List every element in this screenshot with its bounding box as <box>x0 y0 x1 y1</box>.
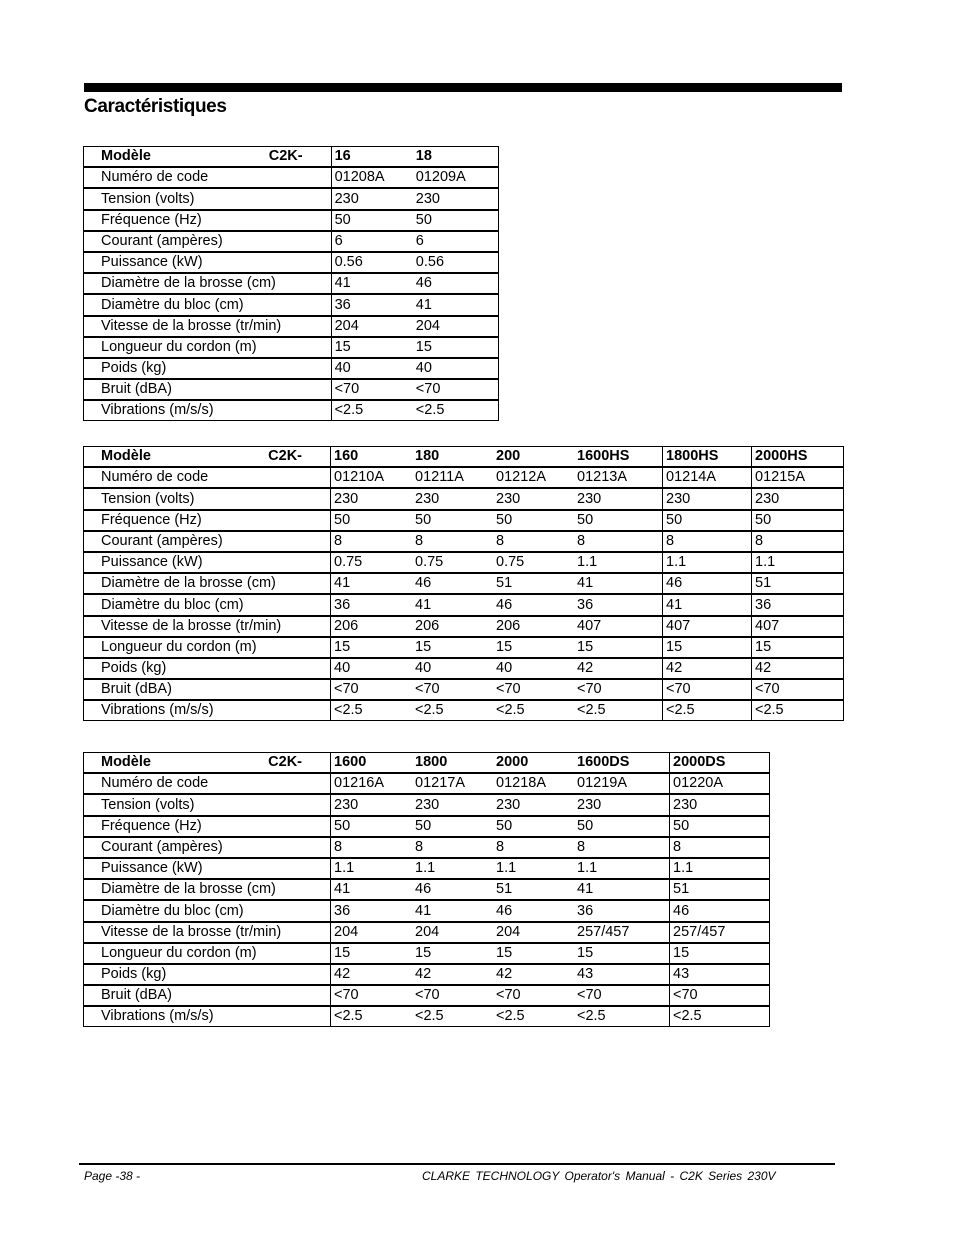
value-cell: <70 <box>331 679 413 700</box>
value-cell: 51 <box>493 879 574 900</box>
value-cell: 8 <box>493 531 574 552</box>
value-cell: 230 <box>412 794 493 815</box>
header-label-cell <box>84 147 332 168</box>
row-label-cell: Vibrations (m/s/s) <box>84 700 331 721</box>
value-cell: <70 <box>493 985 574 1006</box>
table-header-row <box>84 447 844 468</box>
row-label-cell: Longueur du cordon (m) <box>84 637 331 658</box>
table-row <box>84 964 770 985</box>
value-cell: 8 <box>663 531 752 552</box>
value-cell: 6 <box>413 231 499 252</box>
value-cell: 1.1 <box>574 858 670 879</box>
table-header-row <box>84 753 770 774</box>
value-cell: 206 <box>331 616 413 637</box>
table-row <box>84 700 844 721</box>
model-header-cell: 16 <box>331 147 413 168</box>
value-cell: 41 <box>413 294 499 315</box>
value-cell: <2.5 <box>577 702 606 719</box>
value-cell: <2.5 <box>334 1008 363 1025</box>
value-cell: 15 <box>331 943 413 964</box>
row-label-cell: Courant (ampères) <box>84 531 331 552</box>
value-cell: 15 <box>574 943 670 964</box>
spec-table-c2k-16-18 <box>83 146 499 421</box>
row-label-cell: Poids (kg) <box>84 658 331 679</box>
value-cell: 206 <box>493 616 574 637</box>
value-cell: <70 <box>412 985 493 1006</box>
table-row <box>84 573 844 594</box>
model-header-cell: 2000HS <box>752 447 844 468</box>
row-label-cell: Puissance (kW) <box>84 858 331 879</box>
value-cell: 230 <box>493 794 574 815</box>
table-row <box>84 400 499 421</box>
value-cell: 50 <box>331 510 413 531</box>
value-cell: 230 <box>331 488 413 509</box>
table-header-row <box>84 147 499 168</box>
value-cell: <70 <box>331 985 413 1006</box>
value-cell: 15 <box>493 943 574 964</box>
row-label-cell: Bruit (dBA) <box>84 985 331 1006</box>
row-label-cell: Vibrations (m/s/s) <box>84 400 332 421</box>
value-cell: 46 <box>663 573 752 594</box>
value-cell: 40 <box>493 658 574 679</box>
header-label-group <box>101 147 331 166</box>
row-label-cell: Vitesse de la brosse (tr/min) <box>84 616 331 637</box>
value-cell: 46 <box>412 879 493 900</box>
value-cell: 42 <box>412 964 493 985</box>
model-header-cell: 1600 <box>331 753 413 774</box>
value-cell: <2.5 <box>415 1008 444 1025</box>
model-header-cell: 1600DS <box>574 753 670 774</box>
row-label-cell: Longueur du cordon (m) <box>84 337 332 358</box>
value-cell: <2.5 <box>334 402 364 419</box>
table-row <box>84 794 770 815</box>
value-cell: 41 <box>331 879 413 900</box>
value-cell: 230 <box>752 488 844 509</box>
value-cell: 40 <box>413 358 499 379</box>
model-header-cell: 180 <box>412 447 493 468</box>
value-cell: 15 <box>412 637 493 658</box>
value-cell: 40 <box>331 658 413 679</box>
model-header-cell: 160 <box>331 447 413 468</box>
row-label-cell: Diamètre de la brosse (cm) <box>84 273 332 294</box>
row-label-cell: Fréquence (Hz) <box>84 816 331 837</box>
value-cell: 230 <box>331 188 413 209</box>
row-label-cell: Courant (ampères) <box>84 231 332 252</box>
value-cell: 42 <box>663 658 752 679</box>
value-cell: 204 <box>331 922 413 943</box>
header-label-cell <box>84 447 331 468</box>
value-cell: 204 <box>413 316 499 337</box>
row-label-cell: Poids (kg) <box>84 964 331 985</box>
table-row <box>84 879 770 900</box>
value-cell: <2.5 <box>577 1008 606 1025</box>
row-label-cell: Vitesse de la brosse (tr/min) <box>84 922 331 943</box>
row-label-cell: Poids (kg) <box>84 358 332 379</box>
table-row <box>84 679 844 700</box>
table-row <box>84 837 770 858</box>
value-cell: 15 <box>574 637 663 658</box>
model-header-cell: 2000 <box>493 753 574 774</box>
row-label-cell: Fréquence (Hz) <box>84 510 331 531</box>
table-row <box>84 337 499 358</box>
table-row <box>84 985 770 1006</box>
row-label-cell: Puissance (kW) <box>84 552 331 573</box>
header-model-prefix: C2K- <box>268 148 303 165</box>
value-cell: 36 <box>574 900 670 921</box>
value-cell: 51 <box>752 573 844 594</box>
value-cell: 50 <box>670 816 770 837</box>
table-row <box>84 773 770 794</box>
value-cell: 15 <box>752 637 844 658</box>
value-cell: 1.1 <box>670 858 770 879</box>
value-cell: 1.1 <box>331 858 413 879</box>
header-model-label: Modèle <box>101 148 151 165</box>
value-cell: 43 <box>670 964 770 985</box>
table-row <box>84 922 770 943</box>
model-header-cell: 2000DS <box>670 753 770 774</box>
row-label-cell: Diamètre du bloc (cm) <box>84 900 331 921</box>
value-cell: 42 <box>752 658 844 679</box>
table-row <box>84 658 844 679</box>
value-cell: 36 <box>752 594 844 615</box>
value-cell: 40 <box>412 658 493 679</box>
table-row <box>84 510 844 531</box>
value-cell: 15 <box>331 337 413 358</box>
table-row <box>84 943 770 964</box>
value-cell: 407 <box>663 616 752 637</box>
value-cell: <70 <box>574 679 663 700</box>
value-cell: 8 <box>412 837 493 858</box>
value-cell: <70 <box>574 985 670 1006</box>
table-row <box>84 294 499 315</box>
value-cell: 01220A <box>670 773 770 794</box>
value-cell: 8 <box>331 837 413 858</box>
value-cell: 41 <box>663 594 752 615</box>
value-cell: 230 <box>331 794 413 815</box>
value-cell: <2.5 <box>663 700 752 721</box>
row-label-cell: Numéro de code <box>84 467 331 488</box>
model-header-cell: 1800HS <box>663 447 752 468</box>
row-label-cell: Diamètre de la brosse (cm) <box>84 573 331 594</box>
value-cell: 15 <box>413 337 499 358</box>
footer-manual-title: CLARKE TECHNOLOGY Operator's Manual - C2K Series 230V <box>422 1169 776 1183</box>
value-cell: 01209A <box>413 167 499 188</box>
table-row <box>84 273 499 294</box>
value-cell: 41 <box>574 879 670 900</box>
value-cell: 46 <box>413 273 499 294</box>
value-cell: 50 <box>574 816 670 837</box>
value-cell: 50 <box>331 816 413 837</box>
table-row <box>84 188 499 209</box>
row-label-cell: Vitesse de la brosse (tr/min) <box>84 316 332 337</box>
row-label-cell: Vibrations (m/s/s) <box>84 1006 331 1027</box>
header-label-cell <box>84 753 331 774</box>
value-cell: 407 <box>574 616 663 637</box>
value-cell: 257/457 <box>670 922 770 943</box>
value-cell: 40 <box>331 358 413 379</box>
value-cell: 8 <box>331 531 413 552</box>
value-cell: 01219A <box>574 773 670 794</box>
value-cell: 50 <box>752 510 844 531</box>
value-cell: 43 <box>574 964 670 985</box>
value-cell: 8 <box>574 531 663 552</box>
footer-page-number: Page -38 - <box>84 1169 141 1183</box>
value-cell: 01214A <box>663 467 752 488</box>
value-cell: 46 <box>493 900 574 921</box>
table-row <box>84 816 770 837</box>
value-cell: 8 <box>752 531 844 552</box>
value-cell: <70 <box>331 379 413 400</box>
row-label-cell: Numéro de code <box>84 773 331 794</box>
value-cell: 8 <box>493 837 574 858</box>
value-cell: 01213A <box>574 467 663 488</box>
value-cell: 230 <box>574 794 670 815</box>
row-label-cell: Longueur du cordon (m) <box>84 943 331 964</box>
value-cell: 230 <box>574 488 663 509</box>
value-cell: 42 <box>493 964 574 985</box>
value-cell: 41 <box>331 573 413 594</box>
table-row <box>84 1006 770 1027</box>
value-cell: 50 <box>331 210 413 231</box>
row-label-cell: Fréquence (Hz) <box>84 210 332 231</box>
value-cell: 204 <box>412 922 493 943</box>
value-cell: 36 <box>331 900 413 921</box>
value-cell: 46 <box>670 900 770 921</box>
table-row <box>84 488 844 509</box>
table-row <box>84 358 499 379</box>
value-cell: 0.75 <box>331 552 413 573</box>
table-row <box>84 316 499 337</box>
row-label-cell: Bruit (dBA) <box>84 679 331 700</box>
table-row <box>84 637 844 658</box>
value-cell: <70 <box>670 985 770 1006</box>
value-cell: 46 <box>493 594 574 615</box>
value-cell: 6 <box>331 231 413 252</box>
value-cell: <2.5 <box>496 702 525 719</box>
value-cell: 41 <box>412 594 493 615</box>
value-cell: 51 <box>670 879 770 900</box>
value-cell: 42 <box>331 964 413 985</box>
row-label-cell: Numéro de code <box>84 167 332 188</box>
value-cell: 42 <box>574 658 663 679</box>
row-label-cell: Tension (volts) <box>84 488 331 509</box>
value-cell: 01212A <box>493 467 574 488</box>
value-cell: 15 <box>670 943 770 964</box>
value-cell: <70 <box>752 679 844 700</box>
header-model-prefix: C2K- <box>268 448 302 465</box>
value-cell: 15 <box>331 637 413 658</box>
value-cell: 230 <box>663 488 752 509</box>
value-cell: 204 <box>493 922 574 943</box>
value-cell: 50 <box>663 510 752 531</box>
model-header-cell: 1800 <box>412 753 493 774</box>
value-cell: 1.1 <box>752 552 844 573</box>
value-cell: 1.1 <box>493 858 574 879</box>
value-cell: <70 <box>663 679 752 700</box>
value-cell: 36 <box>331 294 413 315</box>
table-row <box>84 231 499 252</box>
value-cell: 36 <box>331 594 413 615</box>
value-cell: 01216A <box>331 773 413 794</box>
table-row <box>84 552 844 573</box>
row-label-cell: Courant (ampères) <box>84 837 331 858</box>
value-cell: 0.56 <box>413 252 499 273</box>
value-cell: <70 <box>413 379 499 400</box>
bottom-rule <box>79 1163 835 1165</box>
header-model-prefix: C2K- <box>268 754 302 771</box>
spec-table-c2k-1600-2000ds <box>83 752 770 1027</box>
value-cell: 41 <box>412 900 493 921</box>
value-cell: 01218A <box>493 773 574 794</box>
value-cell: <2.5 <box>415 402 445 419</box>
value-cell: 46 <box>412 573 493 594</box>
value-cell: 1.1 <box>663 552 752 573</box>
value-cell: 01208A <box>331 167 413 188</box>
table-row <box>84 210 499 231</box>
value-cell: <2.5 <box>415 702 444 719</box>
row-label-cell: Tension (volts) <box>84 794 331 815</box>
value-cell: <2.5 <box>334 702 363 719</box>
value-cell: 15 <box>493 637 574 658</box>
value-cell: 41 <box>331 273 413 294</box>
value-cell: 0.56 <box>331 252 413 273</box>
value-cell: 407 <box>752 616 844 637</box>
row-label-cell: Diamètre du bloc (cm) <box>84 594 331 615</box>
value-cell: 1.1 <box>574 552 663 573</box>
table-row <box>84 167 499 188</box>
value-cell: 51 <box>493 573 574 594</box>
value-cell: 230 <box>670 794 770 815</box>
value-cell: 1.1 <box>412 858 493 879</box>
value-cell: <2.5 <box>752 700 844 721</box>
value-cell: 41 <box>574 573 663 594</box>
value-cell: 36 <box>574 594 663 615</box>
value-cell: 8 <box>670 837 770 858</box>
table-row <box>84 616 844 637</box>
value-cell: 15 <box>663 637 752 658</box>
header-label-group <box>101 447 330 466</box>
value-cell: 204 <box>331 316 413 337</box>
value-cell: 50 <box>493 510 574 531</box>
model-header-cell: 200 <box>493 447 574 468</box>
value-cell: 257/457 <box>574 922 670 943</box>
value-cell: <70 <box>412 679 493 700</box>
row-label-cell: Puissance (kW) <box>84 252 332 273</box>
spec-table-c2k-160-2000hs <box>83 446 844 721</box>
value-cell: 15 <box>412 943 493 964</box>
table-row <box>84 858 770 879</box>
value-cell: 01215A <box>752 467 844 488</box>
header-model-label: Modèle <box>101 754 151 771</box>
value-cell: 50 <box>412 510 493 531</box>
value-cell: 50 <box>493 816 574 837</box>
table-row <box>84 467 844 488</box>
value-cell: 01217A <box>412 773 493 794</box>
model-header-cell: 18 <box>413 147 499 168</box>
value-cell: 230 <box>413 188 499 209</box>
row-label-cell: Tension (volts) <box>84 188 332 209</box>
value-cell: 0.75 <box>412 552 493 573</box>
value-cell: 8 <box>574 837 670 858</box>
value-cell: 8 <box>412 531 493 552</box>
value-cell: 206 <box>412 616 493 637</box>
table-row <box>84 252 499 273</box>
value-cell: 230 <box>412 488 493 509</box>
table-row <box>84 531 844 552</box>
row-label-cell: Diamètre du bloc (cm) <box>84 294 332 315</box>
header-model-label: Modèle <box>101 448 151 465</box>
row-label-cell: Diamètre de la brosse (cm) <box>84 879 331 900</box>
table-row <box>84 900 770 921</box>
value-cell: 01210A <box>331 467 413 488</box>
top-rule <box>84 83 842 92</box>
value-cell: 50 <box>413 210 499 231</box>
table-row <box>84 379 499 400</box>
row-label-cell: Bruit (dBA) <box>84 379 332 400</box>
value-cell: 230 <box>493 488 574 509</box>
value-cell: <2.5 <box>496 1008 525 1025</box>
model-header-cell: 1600HS <box>574 447 663 468</box>
value-cell: <70 <box>493 679 574 700</box>
header-label-group <box>101 753 330 772</box>
value-cell: 0.75 <box>493 552 574 573</box>
value-cell: 50 <box>412 816 493 837</box>
table-row <box>84 594 844 615</box>
value-cell: 50 <box>574 510 663 531</box>
page-title: Caractéristiques <box>84 96 227 117</box>
value-cell: 01211A <box>412 467 493 488</box>
value-cell: <2.5 <box>670 1006 770 1027</box>
